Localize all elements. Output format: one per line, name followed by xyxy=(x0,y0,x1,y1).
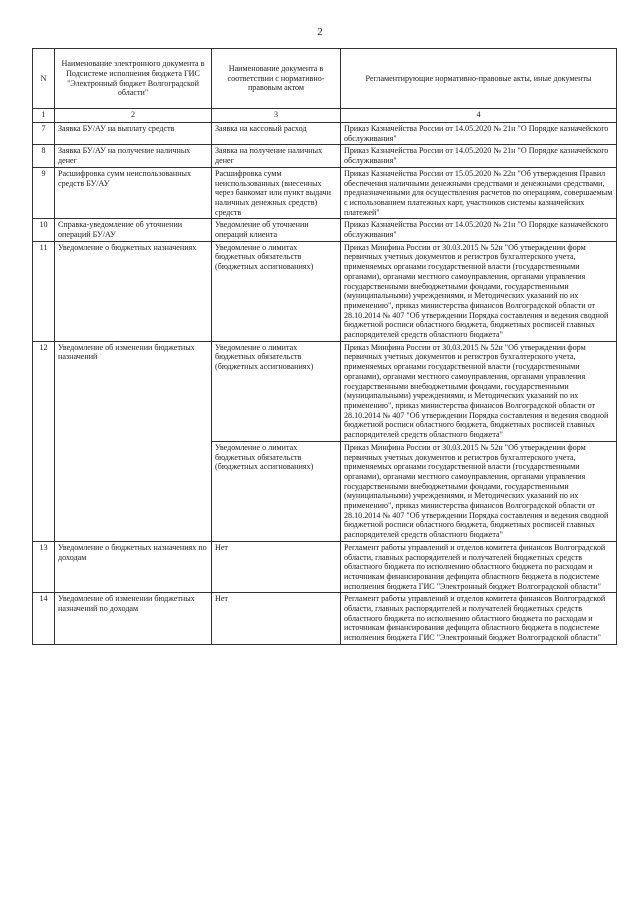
row-number: 12 xyxy=(33,341,55,541)
document-name-cell: Уведомление об уточнении операций клиента xyxy=(212,219,341,241)
regulations-cell: Приказ Минфина России от 30.03.2015 № 52н "Об утверждении форм первичных учетных документов и регистров бухгалтерского учета, применяемых органами государственной власти (государственными органами), органами местного самоуправления, органами управления государственными внебюджетными фондами, государственными (муниципальными) учреждениями, и Методических указаний по их применению", приказ министерства финансов Волгоградской области от 28.10.2014 № 407 "Об утверждении Порядка составления и ведения сводной бюджетной росписи областного бюджета, бюджетных росписей главных распорядителей средств областного бюджета" xyxy=(341,441,617,541)
document-name-cell: Заявка на получение наличных денег xyxy=(212,145,341,167)
regulations-cell: Регламент работы управлений и отделов комитета финансов Волгоградской области, главных распорядителей и получателей бюджетных средств областного бюджета по исполнению областного бюджета по расходам и источникам финансирования дефицита областного бюджета в подсистеме исполнения бюджета ГИС "Электронный бюджет Волгоградской области" xyxy=(341,541,617,593)
electronic-document-cell: Уведомление об изменении бюджетных назначений xyxy=(55,341,212,541)
column-number: 4 xyxy=(341,109,617,123)
table-row xyxy=(33,167,617,219)
row-number: 14 xyxy=(33,593,55,645)
electronic-document-cell: Расшифровка сумм неиспользованных средств БУ/АУ xyxy=(55,167,212,219)
document-name-cell: Расшифровка сумм неиспользованных (внесенных через банкомат или пункт выдачи наличных денежных средств) средств xyxy=(212,167,341,219)
header-document-name: Наименование документа в соответствии с нормативно-правовым актом xyxy=(212,49,341,109)
page-number: 2 xyxy=(317,26,323,38)
document-name-cell: Уведомление о лимитах бюджетных обязательств (бюджетных ассигнованиях) xyxy=(212,241,341,341)
column-number: 3 xyxy=(212,109,341,123)
electronic-document-cell: Уведомление о бюджетных назначениях по доходам xyxy=(55,541,212,593)
document-name-cell: Уведомление о лимитах бюджетных обязательств (бюджетных ассигнованиях) xyxy=(212,441,341,541)
row-number: 10 xyxy=(33,219,55,241)
row-number: 13 xyxy=(33,541,55,593)
document-name-cell: Нет xyxy=(212,593,341,645)
regulations-cell: Приказ Казначейства России от 14.05.2020 № 21н "О Порядке казначейского обслуживания" xyxy=(341,219,617,241)
table-row xyxy=(33,341,617,441)
regulations-cell: Приказ Казначейства России от 15.05.2020 № 22н "Об утверждения Правил обеспечения наличными денежными средствами и денежными средствами, предназначенными для осуществления расчетов по операциям, совершаемым с использованием платежных карт, участников системы казначейских платежей" xyxy=(341,167,617,219)
document-name-cell: Заявка на кассовый расход xyxy=(212,123,341,145)
header-number: N xyxy=(33,49,55,109)
electronic-document-cell: Заявка БУ/АУ на выплату средств xyxy=(55,123,212,145)
table-row xyxy=(33,593,617,645)
electronic-document-cell: Уведомление об изменении бюджетных назначений по доходам xyxy=(55,593,212,645)
electronic-document-cell: Заявка БУ/АУ на получение наличных денег xyxy=(55,145,212,167)
electronic-document-cell: Уведомление о бюджетных назначениях xyxy=(55,241,212,341)
header-electronic-document: Наименование электронного документа в Подсистеме исполнения бюджета ГИС "Электронный бюджет Волгоградской области" xyxy=(55,49,212,109)
table-row xyxy=(33,145,617,167)
electronic-document-cell: Справка-уведомление об уточнении операций БУ/АУ xyxy=(55,219,212,241)
row-number: 9 xyxy=(33,167,55,219)
regulations-cell: Регламент работы управлений и отделов комитета финансов Волгоградской области, главных распорядителей и получателей бюджетных средств областного бюджета по исполнению областного бюджета по расходам и источникам финансирования дефицита областного бюджета в подсистеме исполнения бюджета ГИС "Электронный бюджет Волгоградской области" xyxy=(341,593,617,645)
column-number: 1 xyxy=(33,109,55,123)
header-row xyxy=(33,49,617,109)
regulations-cell: Приказ Минфина России от 30.03.2015 № 52н "Об утверждении форм первичных учетных документов и регистров бухгалтерского учета, применяемых органами государственной власти (государственными органами), органами местного самоуправления, органами управления государственными внебюджетными фондами, государственными (муниципальными) учреждениями, и Методических указаний по их применению", приказ министерства финансов Волгоградской области от 28.10.2014 № 407 "Об утверждении Порядка составления и ведения сводной бюджетной росписи областного бюджета, бюджетных росписей главных распорядителей средств областного бюджета" xyxy=(341,241,617,341)
table-row xyxy=(33,219,617,241)
regulations-table xyxy=(32,48,617,645)
regulations-cell: Приказ Казначейства России от 14.05.2020 № 21н "О Порядке казначейского обслуживания" xyxy=(341,123,617,145)
column-number-row xyxy=(33,109,617,123)
table-row xyxy=(33,123,617,145)
regulations-cell: Приказ Минфина России от 30.03.2015 № 52н "Об утверждении форм первичных учетных документов и регистров бухгалтерского учета, применяемых органами государственной власти (государственными органами), органами местного самоуправления, органами управления государственными внебюджетными фондами, государственными (муниципальными) учреждениями, и Методических указаний по их применению", приказ министерства финансов Волгоградской области от 28.10.2014 № 407 "Об утверждении Порядка составления и ведения сводной бюджетной росписи областного бюджета, бюджетных росписей главных распорядителей средств областного бюджета" xyxy=(341,341,617,441)
table-row xyxy=(33,541,617,593)
row-number: 11 xyxy=(33,241,55,341)
regulations-cell: Приказ Казначейства России от 14.05.2020 № 21н "О Порядке казначейского обслуживания" xyxy=(341,145,617,167)
document-name-cell: Уведомление о лимитах бюджетных обязательств (бюджетных ассигнованиях) xyxy=(212,341,341,441)
row-number: 8 xyxy=(33,145,55,167)
document-name-cell: Нет xyxy=(212,541,341,593)
table-row xyxy=(33,241,617,341)
header-regulations: Регламентирующие нормативно-правовые акты, иные документы xyxy=(341,49,617,109)
row-number: 7 xyxy=(33,123,55,145)
column-number: 2 xyxy=(55,109,212,123)
